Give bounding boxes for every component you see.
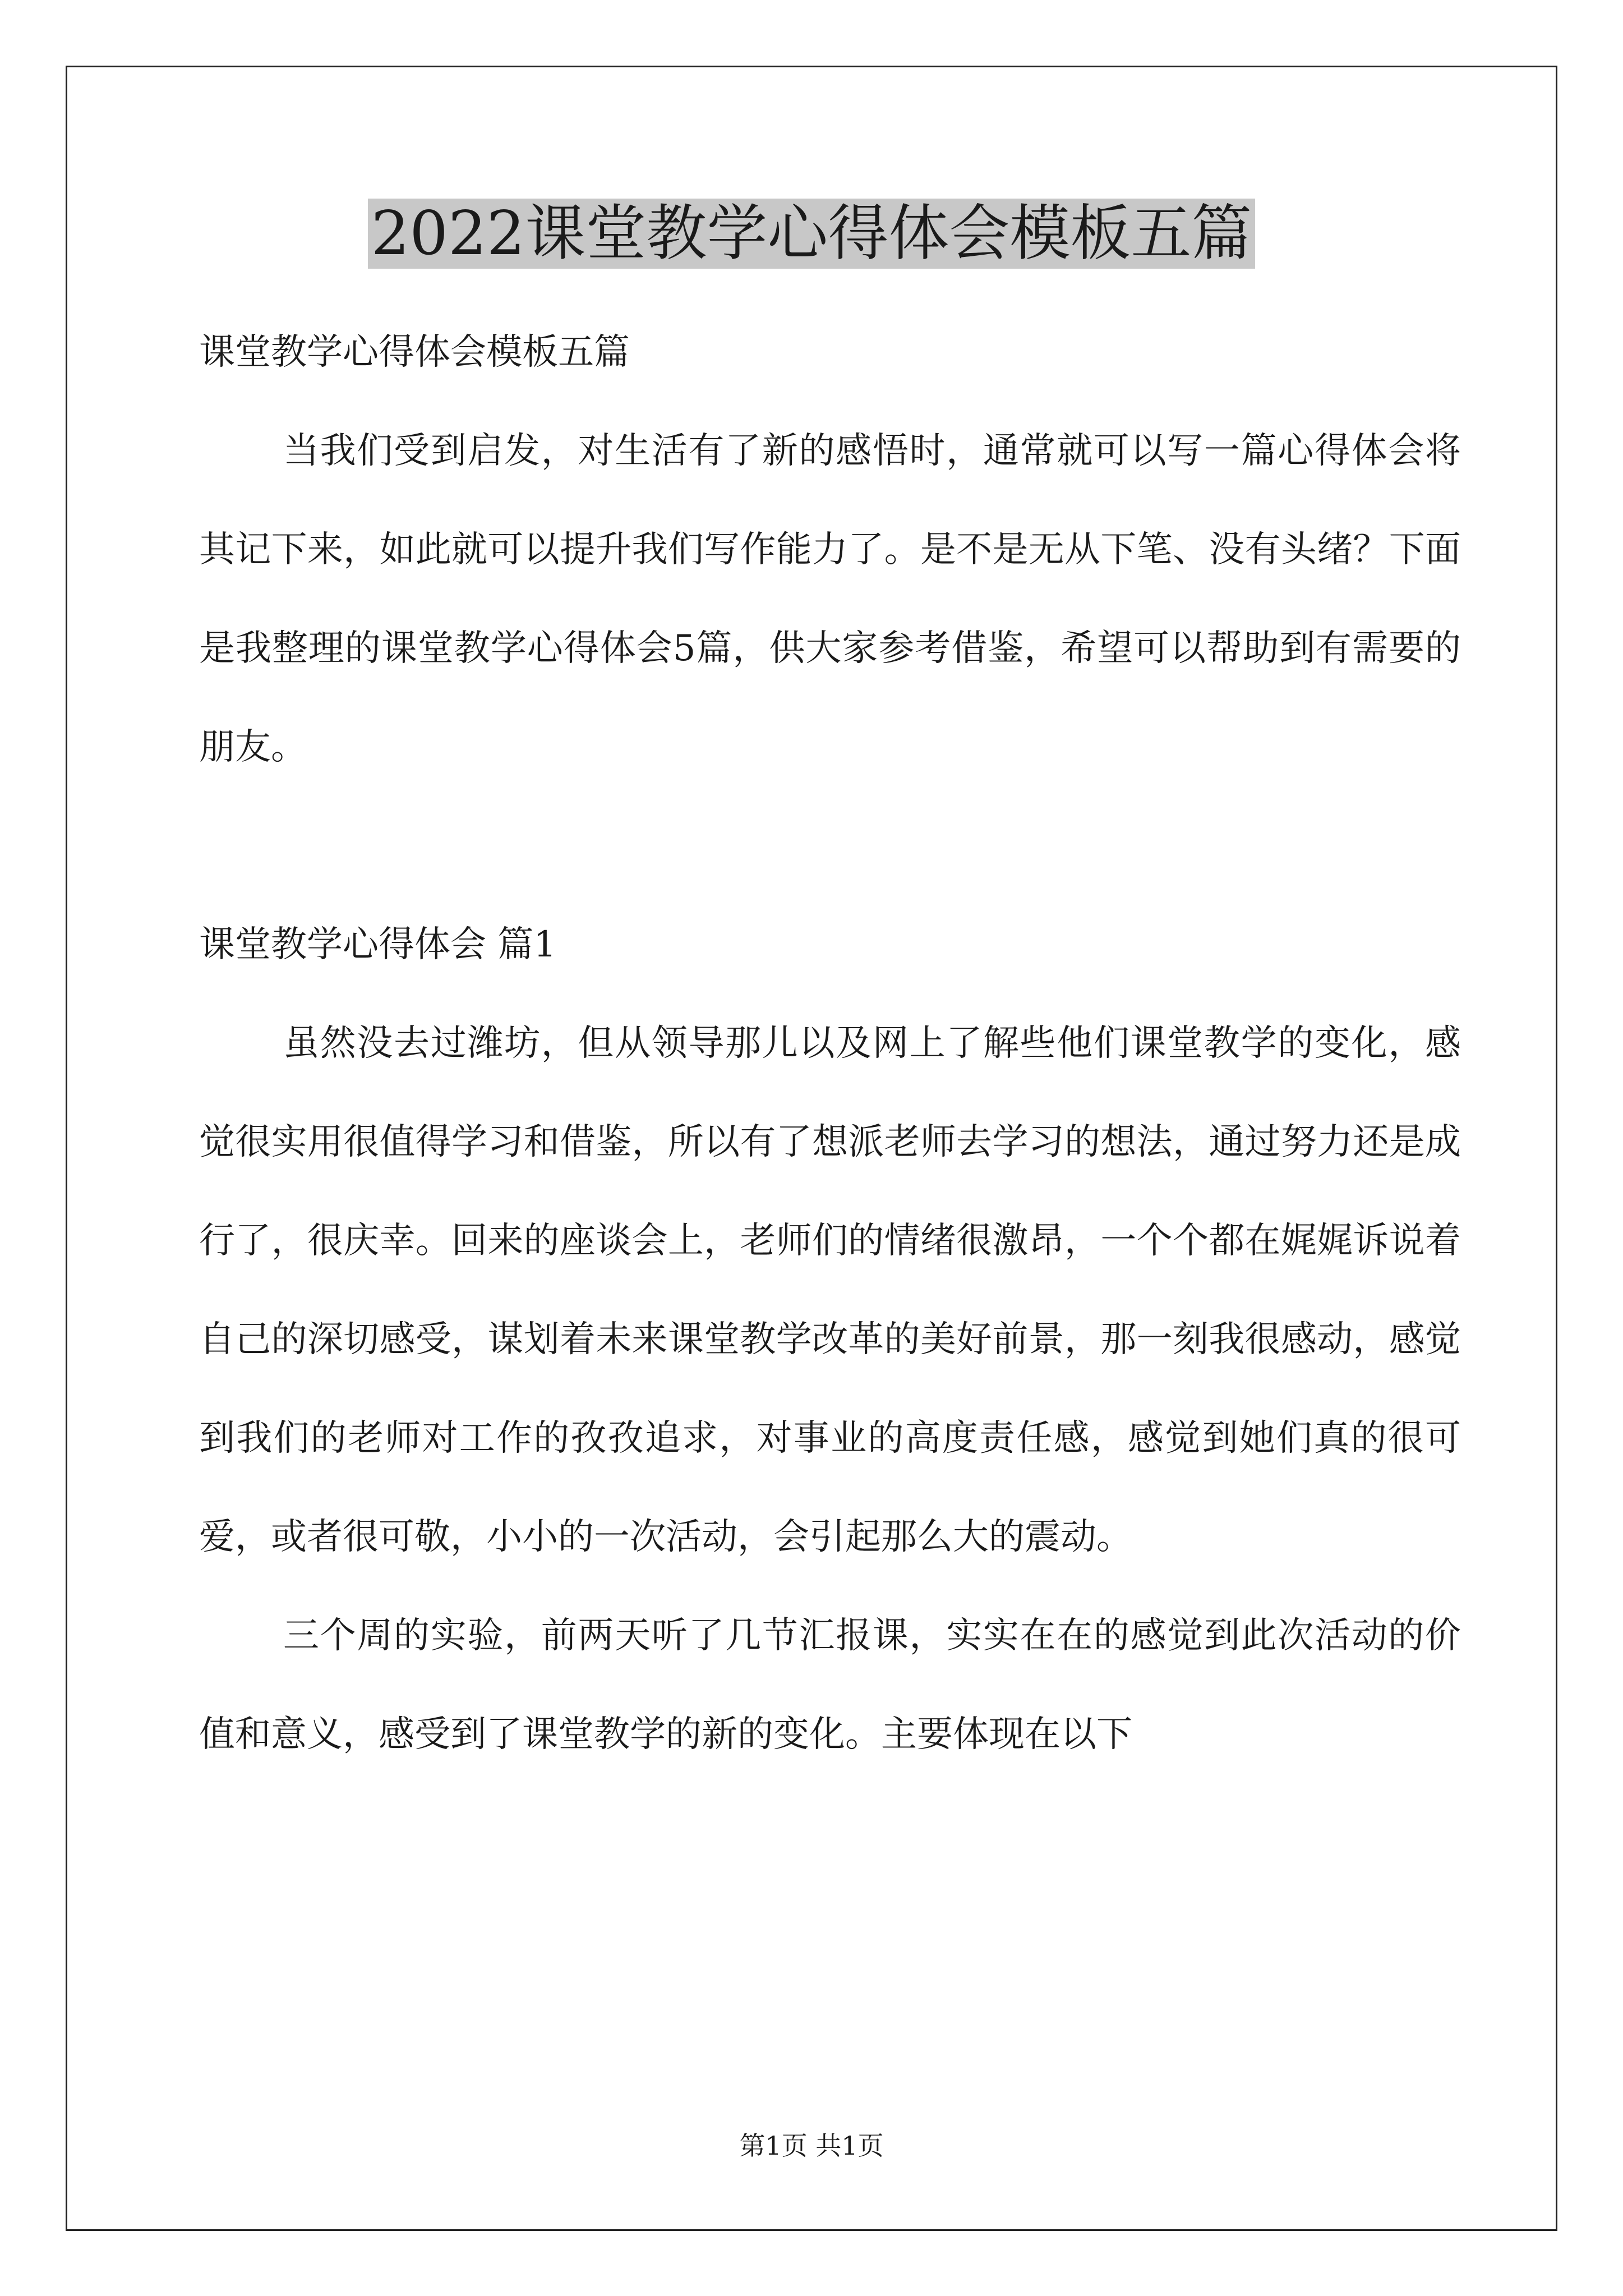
document-title: [0, 197, 1623, 270]
section1-heading: 课堂教学心得体会 篇1: [199, 924, 557, 965]
page-number: 第1页 共1页: [739, 2131, 884, 2161]
document-title-text: 2022课堂教学心得体会模板五篇: [368, 199, 1256, 269]
intro-heading: 课堂教学心得体会模板五篇: [199, 332, 630, 373]
section-spacer: [199, 797, 1461, 895]
document-body: [199, 303, 1461, 1784]
page-footer: [0, 2129, 1623, 2162]
section1-paragraph-2: 三个周的实验，前两天听了几节汇报课，实实在在的感觉到此次活动的价值和意义，感受到了课堂教学的新的变化。主要体现在以下: [199, 1615, 1461, 1755]
section1-paragraph-1: 虽然没去过潍坊，但从领导那儿以及网上了解些他们课堂教学的变化，感觉很实用很值得学习和借鉴，所以有了想派老师去学习的想法，通过努力还是成行了，很庆幸。回来的座谈会上，老师们的情绪很激昂，一个个都在娓娓诉说着自己的深切感受，谋划着未来课堂教学改革的美好前景，那一刻我很感动，感觉到我们的老师对工作的孜孜追求，对事业的高度责任感，感觉到她们真的很可爱，或者很可敬，小小的一次活动，会引起那么大的震动。: [199, 1023, 1461, 1558]
intro-paragraph: 当我们受到启发，对生活有了新的感悟时，通常就可以写一篇心得体会将其记下来，如此就可以提升我们写作能力了。是不是无从下笔、没有头绪？下面是我整理的课堂教学心得体会5篇，供大家参考借鉴，希望可以帮助到有需要的朋友。: [199, 430, 1461, 768]
